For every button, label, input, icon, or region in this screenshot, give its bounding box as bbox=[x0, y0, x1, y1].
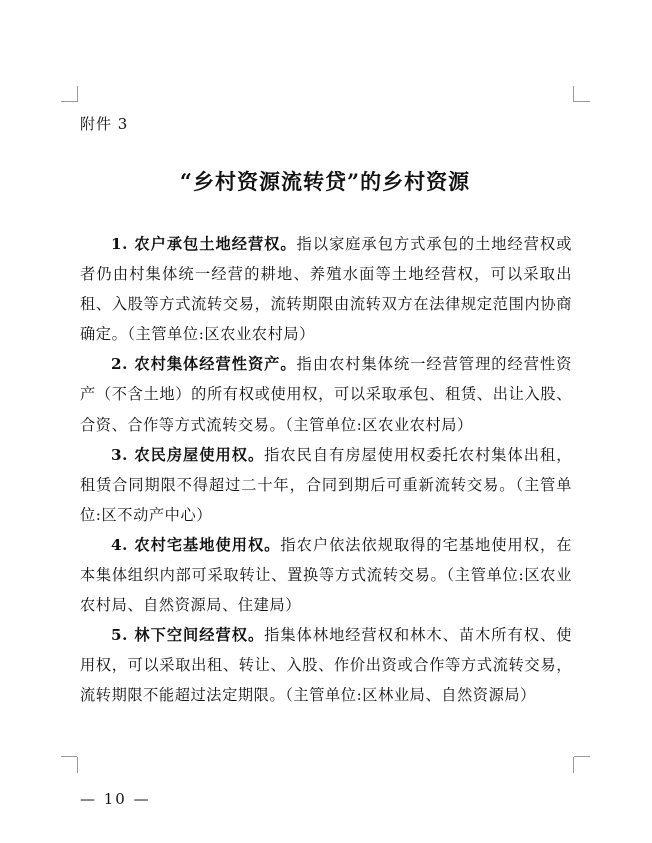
item-2-text: 指由农村集体统一经营管理的经营性资产（不含土地）的所有权或使用权，可以采取承包、租赁、出让入股、合资、合作等方式流转交易。（主管单位:区农业农村局） bbox=[80, 355, 572, 434]
paragraph-item-4 bbox=[80, 530, 572, 620]
crop-mark-top-left-h bbox=[61, 101, 77, 102]
item-4-heading: 4. 农村宅基地使用权。 bbox=[111, 535, 281, 554]
crop-mark-bottom-right-v bbox=[573, 757, 574, 773]
item-5-heading: 5. 林下空间经营权。 bbox=[111, 626, 265, 645]
item-5-text: 指集体林地经营权和林木、苗木所有权、使用权，可以采取出租、转让、入股、作价出资或合作等方式流转交易，流转期限不能超过法定期限。（主管单位:区林业局、自然资源局） bbox=[80, 626, 572, 705]
item-1-text: 指以家庭承包方式承包的土地经营权或者仍由村集体统一经营的耕地、养殖水面等土地经营权，可以采取出租、入股等方式流转交易，流转期限由流转双方在法律规定范围内协商确定。（主管单位:区农业农村局） bbox=[80, 235, 572, 344]
page-number: — 10 — bbox=[80, 790, 151, 808]
paragraph-item-2 bbox=[80, 349, 572, 439]
document-body bbox=[80, 229, 572, 711]
item-4-text: 指农户依法依规取得的宅基地使用权，在本集体组织内部可采取转让、置换等方式流转交易。（主管单位:区农业农村局、自然资源局、住建局） bbox=[80, 535, 572, 615]
paragraph-item-3 bbox=[80, 440, 572, 530]
item-1-heading: 1. 农户承包土地经营权。 bbox=[111, 235, 297, 253]
paragraph-item-5 bbox=[80, 620, 572, 710]
crop-mark-bottom-left-h bbox=[61, 756, 77, 757]
item-3-heading: 3. 农民房屋使用权。 bbox=[111, 445, 265, 464]
item-3-text: 指农民自有房屋使用权委托农村集体出租，租赁合同期限不得超过二十年，合同到期后可重新流转交易。（主管单位:区不动产中心） bbox=[80, 445, 572, 524]
item-2-heading: 2. 农村集体经营性资产。 bbox=[111, 355, 297, 374]
document-title: “乡村资源流转贷”的乡村资源 bbox=[179, 169, 471, 194]
crop-mark-top-right-v bbox=[573, 86, 574, 102]
crop-mark-top-right-h bbox=[574, 101, 590, 102]
attachment-label: 附件 3 bbox=[80, 115, 129, 133]
paragraph-item-1 bbox=[80, 229, 572, 349]
crop-mark-top-left-v bbox=[77, 86, 78, 102]
crop-mark-bottom-right-h bbox=[574, 756, 590, 757]
crop-mark-bottom-left-v bbox=[77, 757, 78, 773]
